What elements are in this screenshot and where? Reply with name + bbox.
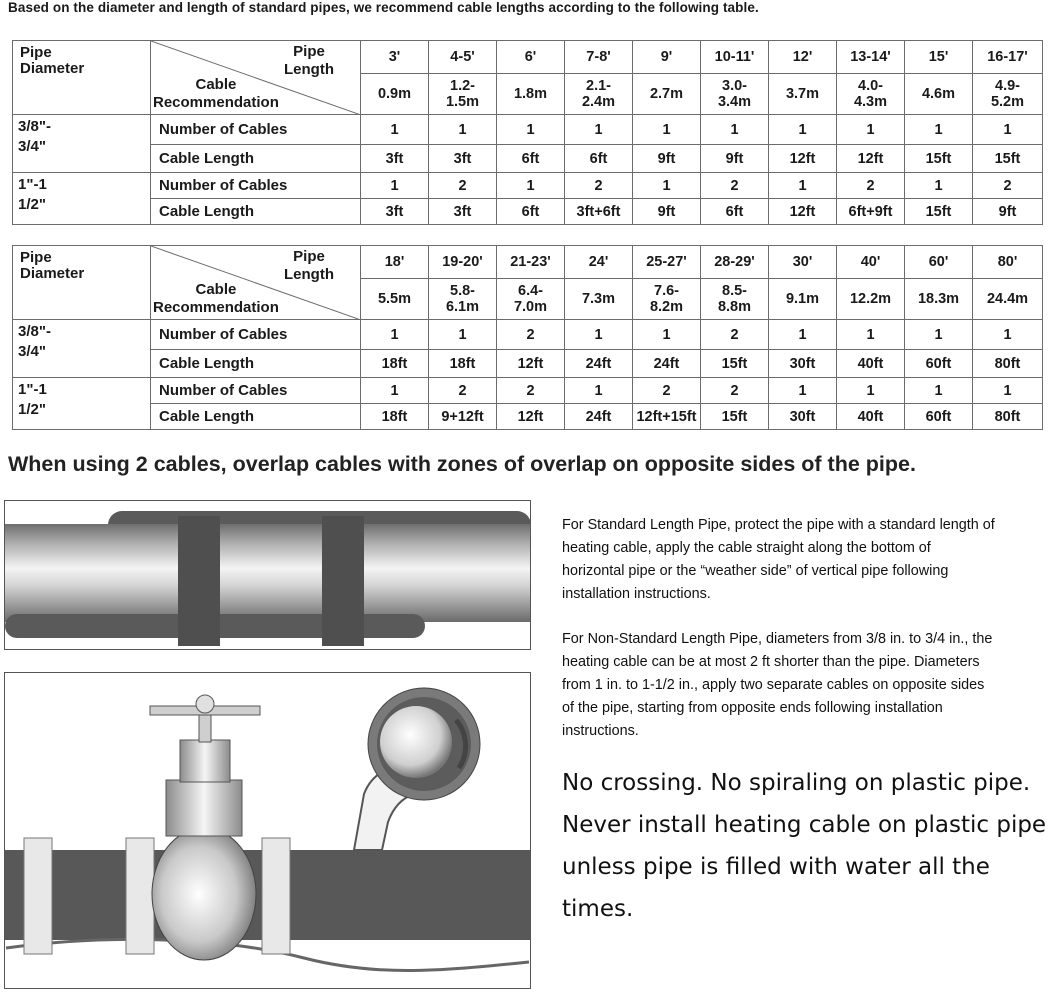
plastic-pipe-warning: No crossing. No spiraling on plastic pipe. Never install heating cable on plastic pipe unless pipe is filled with water all the times. — [562, 770, 1047, 922]
value-cell: 24ft — [633, 350, 701, 378]
value-cell: 3ft — [361, 145, 429, 173]
value-cell: 80ft — [973, 350, 1043, 378]
length-recommendation-header: Pipe Length Cable Recommendation — [151, 41, 361, 115]
value-cell: 2 — [701, 173, 769, 199]
value-cell: 1 — [837, 115, 905, 145]
value-cell: 1 — [769, 320, 837, 350]
diameter-cell: 1"-1 1/2" — [13, 173, 151, 225]
diameter-cell: 1"-1 1/2" — [13, 378, 151, 430]
row-label: Cable Length — [151, 145, 361, 173]
cable-recommendation-cell: 4.0- 4.3m — [837, 74, 905, 115]
cable-recommendation-cell: 12.2m — [837, 279, 905, 320]
value-cell: 3ft — [361, 199, 429, 225]
value-cell: 1 — [565, 378, 633, 404]
value-cell: 1 — [769, 378, 837, 404]
value-cell: 1 — [905, 320, 973, 350]
row-label: Number of Cables — [151, 173, 361, 199]
valve-pipe-illustration — [4, 672, 531, 990]
non-standard-length-paragraph: For Non-Standard Length Pipe, diameters from 3/8 in. to 3/4 in., the heating cable can be at most 2 ft shorter than the pipe. Diameters from 1 in. to 1-1/2 in., apply two separate cables on opposite sides of the pipe, starting from opposite ends following installation instructions. — [562, 631, 993, 739]
cable-recommendation-cell: 4.6m — [905, 74, 973, 115]
row-label: Number of Cables — [151, 320, 361, 350]
value-cell: 12ft+15ft — [633, 404, 701, 430]
value-cell: 12ft — [497, 404, 565, 430]
cable-recommendation-cell: 1.8m — [497, 74, 565, 115]
value-cell: 40ft — [837, 350, 905, 378]
pipe-diameter-header: Pipe Diameter — [13, 246, 151, 320]
value-cell: 2 — [429, 173, 497, 199]
row-label: Cable Length — [151, 404, 361, 430]
pipe-length-cell: 30' — [769, 246, 837, 279]
value-cell: 6ft — [701, 199, 769, 225]
cable-recommendation-cell: 0.9m — [361, 74, 429, 115]
value-cell: 6ft — [497, 145, 565, 173]
value-cell: 2 — [701, 378, 769, 404]
pipe-length-cell: 9' — [633, 41, 701, 74]
pipe-diameter-header: Pipe Diameter — [13, 41, 151, 115]
pipe-length-cell: 10-11' — [701, 41, 769, 74]
value-cell: 15ft — [701, 404, 769, 430]
value-cell: 1 — [973, 320, 1043, 350]
cable-recommendation-cell: 9.1m — [769, 279, 837, 320]
value-cell: 1 — [361, 173, 429, 199]
cable-recommendation-cell: 4.9- 5.2m — [973, 74, 1043, 115]
value-cell: 1 — [361, 115, 429, 145]
value-cell: 2 — [701, 320, 769, 350]
value-cell: 2 — [633, 378, 701, 404]
pipe-length-cell: 3' — [361, 41, 429, 74]
pipe-length-cell: 25-27' — [633, 246, 701, 279]
value-cell: 1 — [769, 173, 837, 199]
value-cell: 1 — [497, 115, 565, 145]
value-cell: 80ft — [973, 404, 1043, 430]
value-cell: 9ft — [701, 145, 769, 173]
value-cell: 18ft — [429, 350, 497, 378]
value-cell: 1 — [429, 115, 497, 145]
value-cell: 3ft — [429, 145, 497, 173]
value-cell: 24ft — [565, 350, 633, 378]
pipe-length-cell: 4-5' — [429, 41, 497, 74]
value-cell: 1 — [361, 378, 429, 404]
cable-recommendation-cell: 7.6- 8.2m — [633, 279, 701, 320]
value-cell: 1 — [633, 173, 701, 199]
value-cell: 9ft — [973, 199, 1043, 225]
value-cell: 1 — [361, 320, 429, 350]
cable-table-2 — [12, 245, 1043, 430]
value-cell: 9ft — [633, 199, 701, 225]
pipe-length-cell: 12' — [769, 41, 837, 74]
value-cell: 15ft — [973, 145, 1043, 173]
pipe-length-cell: 80' — [973, 246, 1043, 279]
value-cell: 1 — [905, 115, 973, 145]
value-cell: 2 — [565, 173, 633, 199]
value-cell: 1 — [701, 115, 769, 145]
cable-recommendation-cell: 5.5m — [361, 279, 429, 320]
diameter-cell: 3/8"- 3/4" — [13, 320, 151, 378]
value-cell: 6ft — [497, 199, 565, 225]
horizontal-pipe-illustration — [4, 500, 531, 650]
pipe-length-cell: 6' — [497, 41, 565, 74]
standard-length-paragraph: For Standard Length Pipe, protect the pipe with a standard length of heating cable, apply the cable straight along the bottom of horizontal pipe or the “weather side” of vertical pipe following installation instructions. — [562, 517, 995, 602]
cable-table-1 — [12, 40, 1043, 225]
pipe-length-cell: 21-23' — [497, 246, 565, 279]
cable-recommendation-cell: 18.3m — [905, 279, 973, 320]
value-cell: 15ft — [701, 350, 769, 378]
value-cell: 60ft — [905, 404, 973, 430]
pipe-length-cell: 13-14' — [837, 41, 905, 74]
value-cell: 2 — [429, 378, 497, 404]
value-cell: 2 — [497, 320, 565, 350]
cable-recommendation-cell: 3.7m — [769, 74, 837, 115]
value-cell: 1 — [633, 115, 701, 145]
row-label: Cable Length — [151, 199, 361, 225]
intro-text: Based on the diameter and length of standard pipes, we recommend cable lengths according to the following table. — [8, 0, 759, 15]
value-cell: 1 — [837, 320, 905, 350]
value-cell: 24ft — [565, 404, 633, 430]
value-cell: 2 — [973, 173, 1043, 199]
value-cell: 1 — [633, 320, 701, 350]
pipe-length-cell: 7-8' — [565, 41, 633, 74]
row-label: Number of Cables — [151, 115, 361, 145]
diameter-cell: 3/8"- 3/4" — [13, 115, 151, 173]
cable-recommendation-cell: 2.7m — [633, 74, 701, 115]
value-cell: 6ft+9ft — [837, 199, 905, 225]
value-cell: 9+12ft — [429, 404, 497, 430]
value-cell: 12ft — [769, 145, 837, 173]
cable-recommendation-cell: 6.4- 7.0m — [497, 279, 565, 320]
pipe-length-cell: 60' — [905, 246, 973, 279]
pipe-length-cell: 40' — [837, 246, 905, 279]
value-cell: 30ft — [769, 404, 837, 430]
value-cell: 3ft+6ft — [565, 199, 633, 225]
row-label: Number of Cables — [151, 378, 361, 404]
cable-recommendation-cell: 2.1- 2.4m — [565, 74, 633, 115]
value-cell: 1 — [905, 378, 973, 404]
value-cell: 1 — [565, 115, 633, 145]
cable-recommendation-cell: 5.8- 6.1m — [429, 279, 497, 320]
value-cell: 15ft — [905, 199, 973, 225]
row-label: Cable Length — [151, 350, 361, 378]
length-recommendation-header: Pipe Length Cable Recommendation — [151, 246, 361, 320]
value-cell: 1 — [837, 378, 905, 404]
value-cell: 12ft — [769, 199, 837, 225]
value-cell: 9ft — [633, 145, 701, 173]
value-cell: 1 — [429, 320, 497, 350]
value-cell: 1 — [769, 115, 837, 145]
cable-recommendation-cell: 24.4m — [973, 279, 1043, 320]
cable-recommendation-cell: 3.0- 3.4m — [701, 74, 769, 115]
value-cell: 15ft — [905, 145, 973, 173]
value-cell: 1 — [973, 115, 1043, 145]
value-cell: 1 — [973, 378, 1043, 404]
pipe-length-cell: 28-29' — [701, 246, 769, 279]
value-cell: 1 — [565, 320, 633, 350]
value-cell: 12ft — [837, 145, 905, 173]
cable-recommendation-cell: 8.5- 8.8m — [701, 279, 769, 320]
value-cell: 30ft — [769, 350, 837, 378]
value-cell: 2 — [837, 173, 905, 199]
value-cell: 2 — [497, 378, 565, 404]
value-cell: 60ft — [905, 350, 973, 378]
pipe-length-cell: 18' — [361, 246, 429, 279]
value-cell: 18ft — [361, 404, 429, 430]
pipe-length-cell: 19-20' — [429, 246, 497, 279]
value-cell: 1 — [905, 173, 973, 199]
pipe-length-cell: 24' — [565, 246, 633, 279]
pipe-length-cell: 16-17' — [973, 41, 1043, 74]
value-cell: 18ft — [361, 350, 429, 378]
value-cell: 1 — [497, 173, 565, 199]
pipe-length-cell: 15' — [905, 41, 973, 74]
value-cell: 6ft — [565, 145, 633, 173]
cable-recommendation-cell: 7.3m — [565, 279, 633, 320]
cable-recommendation-cell: 1.2- 1.5m — [429, 74, 497, 115]
value-cell: 40ft — [837, 404, 905, 430]
overlap-heading: When using 2 cables, overlap cables with zones of overlap on opposite sides of the pipe. — [8, 452, 916, 476]
value-cell: 12ft — [497, 350, 565, 378]
value-cell: 3ft — [429, 199, 497, 225]
